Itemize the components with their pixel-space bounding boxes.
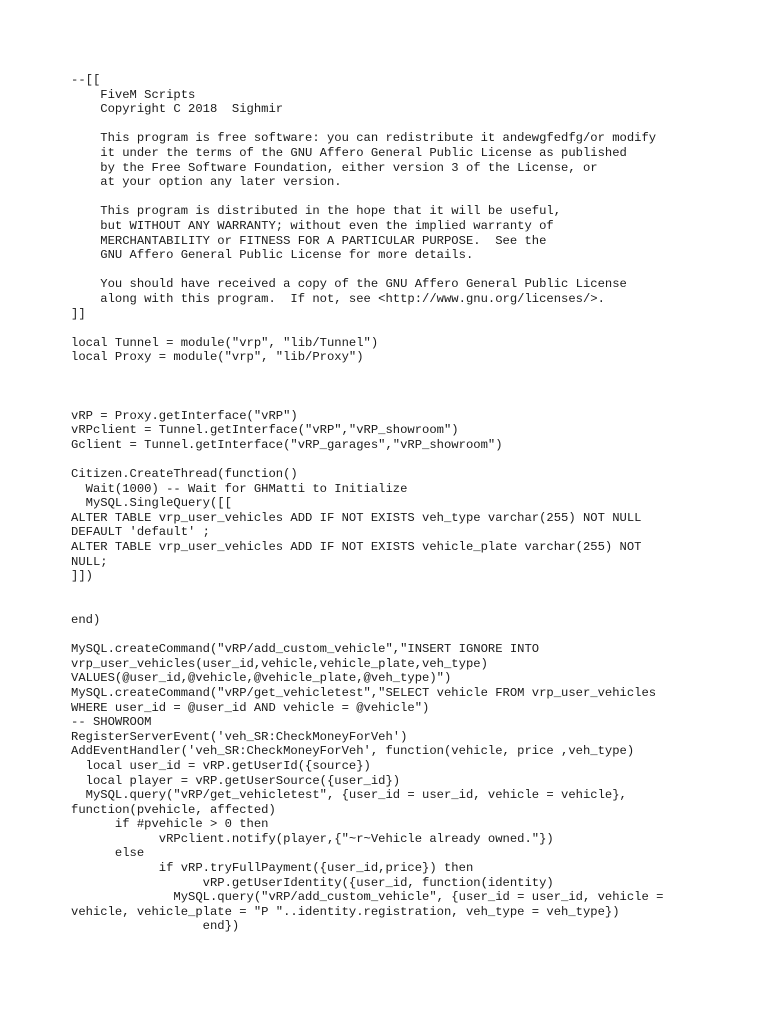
- code-line: Wait(1000) -- Wait for GHMatti to Initialize: [71, 481, 408, 496]
- code-line: [71, 321, 663, 336]
- code-line: else: [71, 846, 145, 861]
- code-line: [71, 190, 663, 205]
- code-line: ]]): [71, 569, 93, 584]
- code-line: if vRP.tryFullPayment({user_id,price}) then: [71, 861, 474, 876]
- code-line: it under the terms of the GNU Affero General Public License as published: [71, 145, 627, 160]
- code-line: This program is distributed in the hope that it will be useful,: [71, 204, 562, 219]
- code-line: MySQL.createCommand("vRP/add_custom_vehicle","INSERT IGNORE INTO: [71, 642, 540, 657]
- code-line: [71, 584, 663, 599]
- code-line: but WITHOUT ANY WARRANTY; without even the implied warranty of: [71, 218, 554, 233]
- code-line: if #pvehicle > 0 then: [71, 817, 269, 832]
- code-line: end): [71, 612, 101, 627]
- code-line: vRP.getUserIdentity({user_id, function(identity): [71, 875, 554, 890]
- code-line: vRPclient.notify(player,{"~r~Vehicle already owned."}): [71, 831, 554, 846]
- code-line: local user_id = vRP.getUserId({source}): [71, 758, 371, 773]
- code-line: [71, 628, 663, 643]
- code-line: FiveM Scripts: [71, 87, 196, 102]
- code-line: NULL;: [71, 554, 108, 569]
- code-line: at your option any later version.: [71, 175, 342, 190]
- code-line: [71, 598, 663, 613]
- code-line: [71, 452, 663, 467]
- code-line: along with this program. If not, see <http://www.gnu.org/licenses/>.: [71, 291, 605, 306]
- code-line: ALTER TABLE vrp_user_vehicles ADD IF NOT EXISTS vehicle_plate varchar(255) NOT: [71, 540, 642, 554]
- code-line: function(pvehicle, affected): [71, 802, 276, 817]
- code-line: [71, 117, 663, 132]
- code-line: ]]: [71, 306, 86, 321]
- code-line: Citizen.CreateThread(function(): [71, 467, 298, 482]
- code-line: local Proxy = module("vrp", "lib/Proxy"): [71, 350, 364, 365]
- code-line: [71, 394, 663, 409]
- code-line: MERCHANTABILITY or FITNESS FOR A PARTICULAR PURPOSE. See the: [71, 233, 547, 248]
- code-line: Gclient = Tunnel.getInterface("vRP_garages","vRP_showroom"): [71, 437, 503, 452]
- code-line: GNU Affero General Public License for more details.: [71, 248, 474, 263]
- code-line: This program is free software: you can redistribute it andewgfedfg/or modify: [71, 131, 657, 146]
- code-line: [71, 263, 663, 278]
- code-line: local Tunnel = module("vrp", "lib/Tunnel"): [71, 335, 379, 350]
- code-line: MySQL.createCommand("vRP/get_vehicletest","SELECT vehicle FROM vrp_user_vehicles: [71, 685, 657, 700]
- code-line: vehicle, vehicle_plate = "P "..identity.registration, veh_type = veh_type}): [71, 904, 620, 919]
- code-line: --[[: [71, 73, 101, 87]
- code-line: ALTER TABLE vrp_user_vehicles ADD IF NOT EXISTS veh_type varchar(255) NOT NULL: [71, 510, 642, 525]
- code-line: VALUES(@user_id,@vehicle,@vehicle_plate,@veh_type)"): [71, 671, 452, 686]
- code-text-block: [71, 73, 663, 934]
- code-line: [71, 379, 663, 394]
- code-line: AddEventHandler('veh_SR:CheckMoneyForVeh', function(vehicle, price ,veh_type): [71, 744, 635, 759]
- code-line: You should have received a copy of the GNU Affero General Public License: [71, 277, 627, 292]
- code-line: vRPclient = Tunnel.getInterface("vRP","vRP_showroom"): [71, 423, 459, 438]
- code-line: RegisterServerEvent('veh_SR:CheckMoneyForVeh'): [71, 729, 408, 744]
- code-line: MySQL.SingleQuery([[: [71, 496, 232, 511]
- code-line: local player = vRP.getUserSource({user_id}): [71, 773, 401, 788]
- code-line: vrp_user_vehicles(user_id,vehicle,vehicle_plate,veh_type): [71, 656, 488, 671]
- code-line: MySQL.query("vRP/get_vehicletest", {user_id = user_id, vehicle = vehicle},: [71, 788, 627, 803]
- code-line: Copyright C 2018 Sighmir: [71, 102, 284, 117]
- code-line: DEFAULT 'default' ;: [71, 525, 210, 540]
- code-line: end}): [71, 919, 240, 934]
- code-line: [71, 365, 663, 380]
- code-line: vRP = Proxy.getInterface("vRP"): [71, 408, 298, 423]
- code-line: -- SHOWROOM: [71, 715, 152, 730]
- code-line: WHERE user_id = @user_id AND vehicle = @vehicle"): [71, 700, 430, 715]
- code-line: MySQL.query("vRP/add_custom_vehicle", {user_id = user_id, vehicle =: [71, 890, 664, 905]
- code-line: by the Free Software Foundation, either version 3 of the License, or: [71, 160, 598, 175]
